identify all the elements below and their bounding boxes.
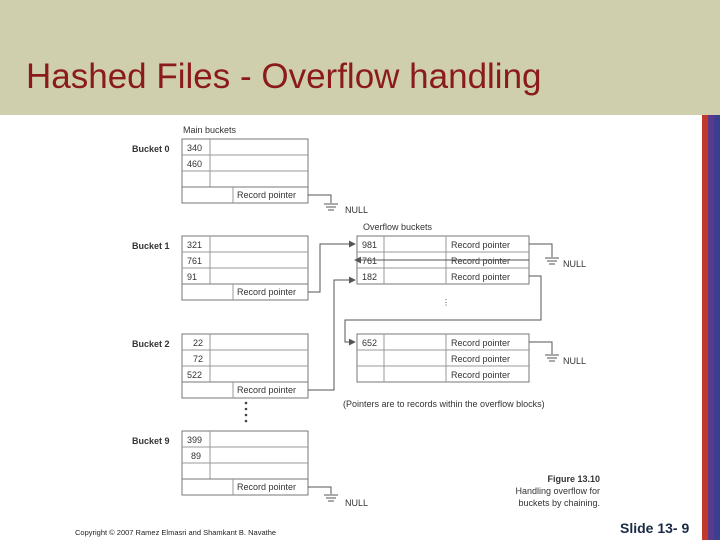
- record-pointer-label: Record pointer: [451, 272, 511, 282]
- record-value: 321: [187, 240, 203, 250]
- bucket-label: Bucket 0: [132, 144, 170, 154]
- record-pointer-label: Record pointer: [237, 190, 297, 200]
- bucket-label: Bucket 1: [132, 241, 170, 251]
- overflow-buckets-label: Overflow buckets: [363, 222, 433, 232]
- null-ground-icon: [324, 204, 338, 210]
- record-pointer-label: Record pointer: [451, 370, 511, 380]
- record-pointer-label: Record pointer: [237, 385, 297, 395]
- pointer-note: (Pointers are to records within the overflow blocks): [343, 399, 545, 409]
- null-label: NULL: [345, 205, 369, 215]
- record-pointer-label: Record pointer: [451, 354, 511, 364]
- figure-caption: buckets by chaining.: [518, 498, 600, 508]
- copyright-notice: Copyright © 2007 Ramez Elmasri and Shamkant B. Navathe: [75, 528, 277, 537]
- null-label: NULL: [563, 259, 587, 269]
- record-pointer-label: Record pointer: [237, 287, 297, 297]
- record-pointer-label: Record pointer: [451, 240, 511, 250]
- vertical-ellipsis: [245, 402, 248, 423]
- null-label: NULL: [563, 356, 587, 366]
- record-value: 399: [187, 435, 203, 445]
- record-value: 89: [191, 451, 202, 461]
- overflow-block-2: [357, 334, 586, 382]
- record-value: 91: [187, 272, 198, 282]
- figure-caption: Handling overflow for: [515, 486, 600, 496]
- record-value: 652: [362, 338, 378, 348]
- null-label: NULL: [345, 498, 369, 508]
- main-buckets-label: Main buckets: [183, 125, 237, 135]
- bucket-1: [132, 236, 355, 300]
- record-value: 72: [193, 354, 204, 364]
- bucket-2: [132, 280, 355, 398]
- record-value: 761: [362, 256, 378, 266]
- overflow-pointer-arrow: [308, 280, 355, 390]
- record-pointer-label: Record pointer: [451, 338, 511, 348]
- null-ground-icon: [324, 495, 338, 501]
- figure-number: Figure 13.10: [547, 474, 600, 484]
- record-value: 22: [193, 338, 204, 348]
- record-pointer-label: Record pointer: [237, 482, 297, 492]
- record-value: 182: [362, 272, 378, 282]
- bucket-0: [132, 139, 368, 215]
- record-pointer-label: Record pointer: [451, 256, 511, 266]
- record-value: 981: [362, 240, 378, 250]
- overflow-pointer-arrow: [308, 244, 355, 292]
- chain-arrow: [345, 276, 541, 342]
- bucket-label: Bucket 2: [132, 339, 170, 349]
- record-value: 460: [187, 159, 203, 169]
- record-value: 522: [187, 370, 203, 380]
- overflow-block-1: [345, 236, 586, 342]
- bucket-9: [132, 431, 368, 508]
- slide-number: Slide 13- 9: [620, 520, 690, 536]
- null-ground-icon: [545, 258, 559, 264]
- page-title: Hashed Files - Overflow handling: [26, 57, 542, 96]
- bucket-label: Bucket 9: [132, 436, 170, 446]
- record-value: 340: [187, 143, 203, 153]
- ellipsis-dots: ⋮: [442, 298, 450, 307]
- null-ground-icon: [545, 355, 559, 361]
- record-value: 761: [187, 256, 203, 266]
